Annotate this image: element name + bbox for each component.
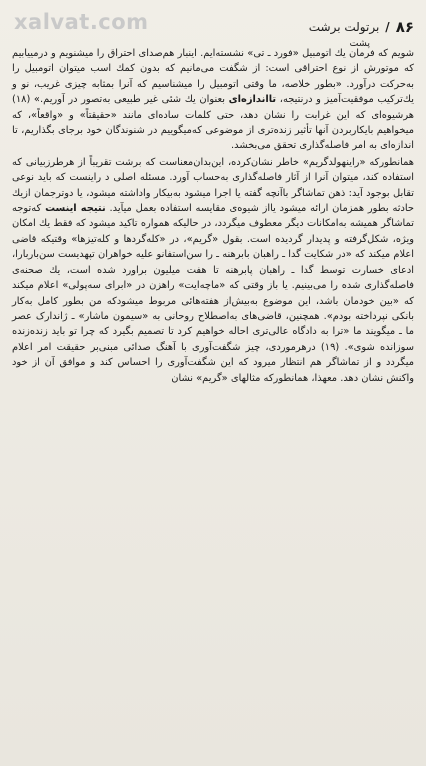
- paragraph-2: [12, 155, 414, 386]
- running-title: برتولت برشت: [308, 20, 380, 34]
- paragraph-2-bold-phrase: نتیجه اینست: [45, 203, 106, 215]
- header-separator: /: [385, 20, 390, 34]
- header-margin-note: پشت: [349, 38, 370, 49]
- paragraph-2-segment-1: همانطورکه «راینهولدگریم» خاطر نشان‌کرده، این‌بدان‌معناست که برشت تقریباً از هرطرزبیانی که استفاده کند، میتوان آنرا از آثار فاصله‌گذاری به‌حساب آورد. مسئله اصلی د راینست که باید نوعی تقابل بوجود آید: ذهن تماشاگر باآنچه گفته یا اجرا میشود به‌بیکار واداشته میشود، یا دوترجمان ازیك حادثه بطور همزمان ارائه میشود یااز شیوه‌ی مقایسه استفاده بعمل میآید.: [12, 156, 414, 215]
- paragraph-1-segment-1: شویم که فرمان یك اتومبیل «فورد ـ تی» نشسته‌ایم. اینبار هم‌صدای احتراق را میشنویم و درمییابیم که موتورش از نوع احتراقی است: از شگفت می‌مانیم که بدون کمك اسب میتوان اتومبیل را به‌حرکت درآورد. «بطور خلاصه، ما وقتی اتومبیل را میشناسیم که آنرا بمثابه چیزی غریب، نو و یك‌ترکیب موفقیت‌آمیز و درنتیجه،: [12, 48, 415, 106]
- paragraph-1: [12, 46, 414, 154]
- paragraph-1-bold-phrase: تااندازه‌ای: [228, 94, 277, 106]
- paragraph-1-segment-3: بعنوان یك شئی غیر طبیعی به‌تصور در آوریم.» (۱۸) هرشیوه‌ای که این غرابت را نشان دهد، حتی کلمات ساده‌ای مانند «حقیقتاً» و «واقعاً»، که میخواهیم بایکاربردن آنها تأثیر زنده‌تری از موضوعی که‌میگوییم در شنوندگان خود برجای بگذاریم، تا اندازه‌ای به امر فاصله‌گذاری تحقق می‌بخشد.: [12, 94, 414, 152]
- body-text: [12, 46, 414, 386]
- page-number: ۸۶: [395, 18, 414, 36]
- watermark: xalvat.com: [14, 10, 149, 34]
- paragraph-2-segment-3: که‌توجه تماشاگر همیشه به‌امکانات دیگر معطوف میگردد، در حالیکه همواره تاکید میشود که فقط یك امکان ویژه، شکل‌گرفته و پدیدار گردیده است. بقول «گریم»، در «کله‌گردها و کله‌تیزها» وقتیکه قاضی اعلام میکند که «در شکایت گدا ـ راهبان بابرهنه ـ را سن‌استفانو علیه خواهران تپهدیست سن‌باربارا، ادعای خسارت توسط گدا ـ راهبان پابرهنه تا هفت میلیون براورد شده است، یك صحنه‌ی فاصله‌گذاری شده را می‌بینیم. یا باز وقتی که «ماچه‌ایت» راهزن در «ابرای سه‌پولی» اعلام میکند که «بین خودمان باشد، این موضوع به‌بیش‌از هفته‌هائی مربوط میشودکه من بطور کامل به‌کار بانکی نپرداخته بودم». همچنین، قاضی‌های به‌اصطلاح روحانی به «سیمون ماشار» ـ ژاندارک عصر ما ـ میگویند ما «ترا به دادگاه عالی‌تری احاله خواهیم کرد تا تصمیم بگیرد که چرا تو باید زنده‌زنده سوزانده شوی». (۱۹) درهرموردی، چیز شگفت‌آوری با آهنگ صدائی مبنی‌بر حقیقت امر اعلام میگردد و از تماشاگر هم انتظار میرود که این شگفت‌آوری را احساس کند و موافق آن از خود واکنش نشان دهد. معهذا، همانطورکه مثالهای «گریم» نشان: [12, 203, 414, 384]
